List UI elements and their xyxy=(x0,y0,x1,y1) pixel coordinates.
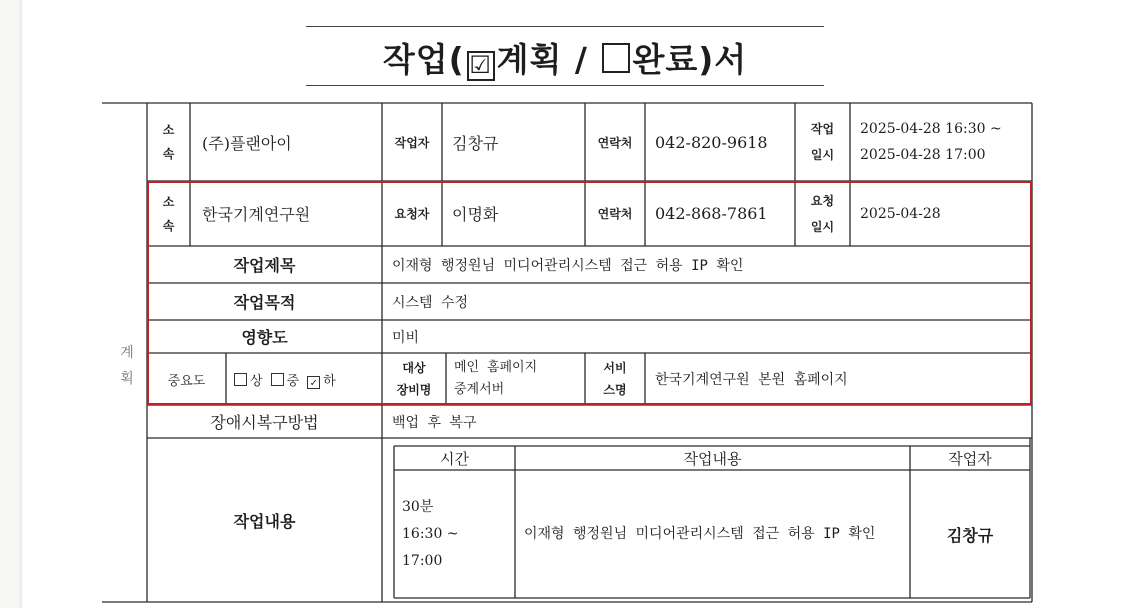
row1-affiliation-value: (주)플랜아이 xyxy=(202,133,292,153)
work-row-time-start: 16:30 ~ xyxy=(402,525,459,542)
row2-requester-label: 요청자 xyxy=(394,207,430,221)
importance-option-low[interactable]: ✓ 하 xyxy=(307,370,336,389)
service-name-value: 한국기계연구원 본원 홈페이지 xyxy=(655,372,848,388)
work-content-label: 작업내용 xyxy=(233,511,296,531)
work-table-header-content: 작업내용 xyxy=(683,449,742,468)
row2-request-datetime-value: 2025-04-28 xyxy=(860,205,941,222)
side-label-plan: 계획 xyxy=(120,345,134,387)
row1-datetime-start: 2025-04-28 16:30 ~ xyxy=(860,121,1002,137)
work-purpose-value: 시스템 수정 xyxy=(392,294,469,311)
row1-contact-label: 연락처 xyxy=(597,135,633,150)
checkbox-high[interactable] xyxy=(234,373,247,386)
row2-affiliation-value: 한국기계연구원 xyxy=(202,205,311,224)
title-plan: 계획 / xyxy=(496,40,601,79)
checkbox-medium[interactable] xyxy=(271,373,284,386)
importance-options xyxy=(234,353,382,405)
work-row-time xyxy=(402,470,515,598)
row1-datetime-value xyxy=(860,103,1032,181)
importance-option-high[interactable]: 상 xyxy=(234,370,263,389)
row1-affiliation-label: 소 속 xyxy=(162,123,175,161)
row1-worker-value: 김창규 xyxy=(452,133,499,153)
work-table-header-worker: 작업자 xyxy=(948,449,992,468)
row2-request-datetime-label: 요청 일시 xyxy=(810,193,835,234)
impact-value: 미비 xyxy=(392,329,420,346)
service-name-label: 서비 스명 xyxy=(603,361,627,397)
row1-worker-label: 작업자 xyxy=(394,135,430,150)
work-table-header-time: 시간 xyxy=(440,449,469,468)
row1-datetime-label: 작업 일시 xyxy=(810,122,835,162)
checkbox-low-checked[interactable]: ✓ xyxy=(307,376,320,389)
target-device-1: 메인 홈페이지 xyxy=(454,360,538,375)
work-row-content: 이재형 행정원님 미디어관리시스템 접근 허용 IP 확인 xyxy=(524,526,876,542)
plan-checkbox-checked: ☑ xyxy=(467,51,495,81)
row2-contact-value: 042-868-7861 xyxy=(655,204,768,223)
row2-contact-label: 연락처 xyxy=(597,207,633,221)
row2-requester-value: 이명화 xyxy=(452,205,499,224)
row1-datetime-end: 2025-04-28 17:00 xyxy=(860,147,986,163)
target-device-2: 중계서버 xyxy=(454,382,505,397)
importance-label: 중요도 xyxy=(167,373,206,389)
work-row-duration: 30분 xyxy=(402,498,434,515)
work-row-worker: 김창규 xyxy=(946,525,994,545)
row1-contact-value: 042-820-9618 xyxy=(655,132,768,152)
row2-affiliation-label: 소 속 xyxy=(162,194,175,233)
title-prefix: 작업( xyxy=(382,40,465,79)
work-title-value: 이재형 행정원님 미디어관리시스템 접근 허용 IP 확인 xyxy=(392,257,744,274)
target-device-value xyxy=(454,353,585,405)
recovery-label: 장애시복구방법 xyxy=(210,413,319,432)
work-title-label: 작업제목 xyxy=(233,256,296,275)
title-done: 완료)서 xyxy=(632,40,748,79)
work-row-time-end: 17:00 xyxy=(402,552,443,569)
impact-label: 영향도 xyxy=(241,328,288,347)
recovery-value: 백업 후 복구 xyxy=(392,414,477,431)
importance-option-medium[interactable]: 중 xyxy=(271,370,300,389)
target-device-label: 대상 장비명 xyxy=(396,361,432,397)
work-purpose-label: 작업목적 xyxy=(233,293,296,312)
